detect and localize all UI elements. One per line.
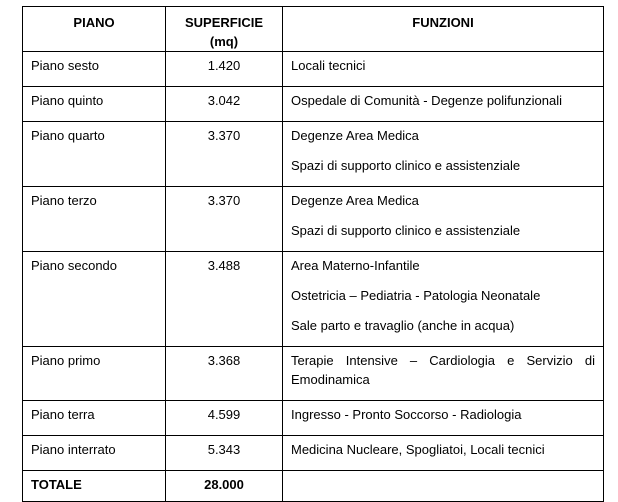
funzioni-line: Locali tecnici bbox=[291, 58, 366, 73]
funzioni-cell bbox=[283, 122, 604, 187]
superficie-cell: 4.599 bbox=[166, 401, 283, 436]
funzioni-cell bbox=[283, 436, 604, 471]
table-row-piano-terzo bbox=[23, 187, 604, 252]
funzioni-line: Degenze Area Medica bbox=[291, 128, 419, 143]
piano-cell: Piano sesto bbox=[23, 52, 166, 87]
superficie-cell: 1.420 bbox=[166, 52, 283, 87]
totale-label-cell: TOTALE bbox=[23, 471, 166, 502]
funzioni-cell bbox=[283, 347, 604, 401]
totale-superficie-cell: 28.000 bbox=[166, 471, 283, 502]
funzioni-line: Sale parto e travaglio (anche in acqua) bbox=[291, 318, 515, 333]
superficie-cell: 5.343 bbox=[166, 436, 283, 471]
table-row-piano-sesto bbox=[23, 52, 604, 87]
superficie-cell: 3.368 bbox=[166, 347, 283, 401]
superficie-cell: 3.370 bbox=[166, 187, 283, 252]
column-header-funzioni: FUNZIONI bbox=[283, 7, 604, 52]
table-row-piano-interrato bbox=[23, 436, 604, 471]
table-row-piano-quarto bbox=[23, 122, 604, 187]
table-row-piano-secondo bbox=[23, 252, 604, 347]
column-header-superficie: SUPERFICIE (mq) bbox=[166, 7, 283, 52]
totale-funzioni-cell bbox=[283, 471, 604, 502]
funzioni-line: Degenze Area Medica bbox=[291, 193, 419, 208]
table-row-piano-terra bbox=[23, 401, 604, 436]
funzioni-cell bbox=[283, 252, 604, 347]
funzioni-line: Area Materno-Infantile bbox=[291, 258, 420, 273]
table-header-row bbox=[23, 7, 604, 52]
funzioni-line: Ostetricia – Pediatria - Patologia Neonatale bbox=[291, 288, 541, 303]
funzioni-line: Spazi di supporto clinico e assistenziale bbox=[291, 158, 521, 173]
piano-cell: Piano terra bbox=[23, 401, 166, 436]
funzioni-line: Medicina Nucleare, Spogliatoi, Locali tecnici bbox=[291, 442, 545, 457]
piano-cell: Piano primo bbox=[23, 347, 166, 401]
funzioni-line: Ospedale di Comunità - Degenze polifunzionali bbox=[291, 93, 562, 108]
floor-areas-table bbox=[22, 6, 604, 502]
funzioni-line: Ingresso - Pronto Soccorso - Radiologia bbox=[291, 407, 522, 422]
piano-cell: Piano interrato bbox=[23, 436, 166, 471]
column-header-piano: PIANO bbox=[23, 7, 166, 52]
piano-cell: Piano quinto bbox=[23, 87, 166, 122]
superficie-cell: 3.488 bbox=[166, 252, 283, 347]
piano-cell: Piano secondo bbox=[23, 252, 166, 347]
funzioni-line: Spazi di supporto clinico e assistenziale bbox=[291, 223, 521, 238]
piano-cell: Piano terzo bbox=[23, 187, 166, 252]
funzioni-cell bbox=[283, 87, 604, 122]
funzioni-cell bbox=[283, 52, 604, 87]
table-row-totale bbox=[23, 471, 604, 502]
table-row-piano-primo bbox=[23, 347, 604, 401]
funzioni-cell bbox=[283, 187, 604, 252]
piano-cell: Piano quarto bbox=[23, 122, 166, 187]
superficie-cell: 3.042 bbox=[166, 87, 283, 122]
funzioni-line: Terapie Intensive – Cardiologia e Servizio di Emodinamica bbox=[291, 353, 595, 387]
funzioni-cell bbox=[283, 401, 604, 436]
superficie-cell: 3.370 bbox=[166, 122, 283, 187]
table-row-piano-quinto bbox=[23, 87, 604, 122]
